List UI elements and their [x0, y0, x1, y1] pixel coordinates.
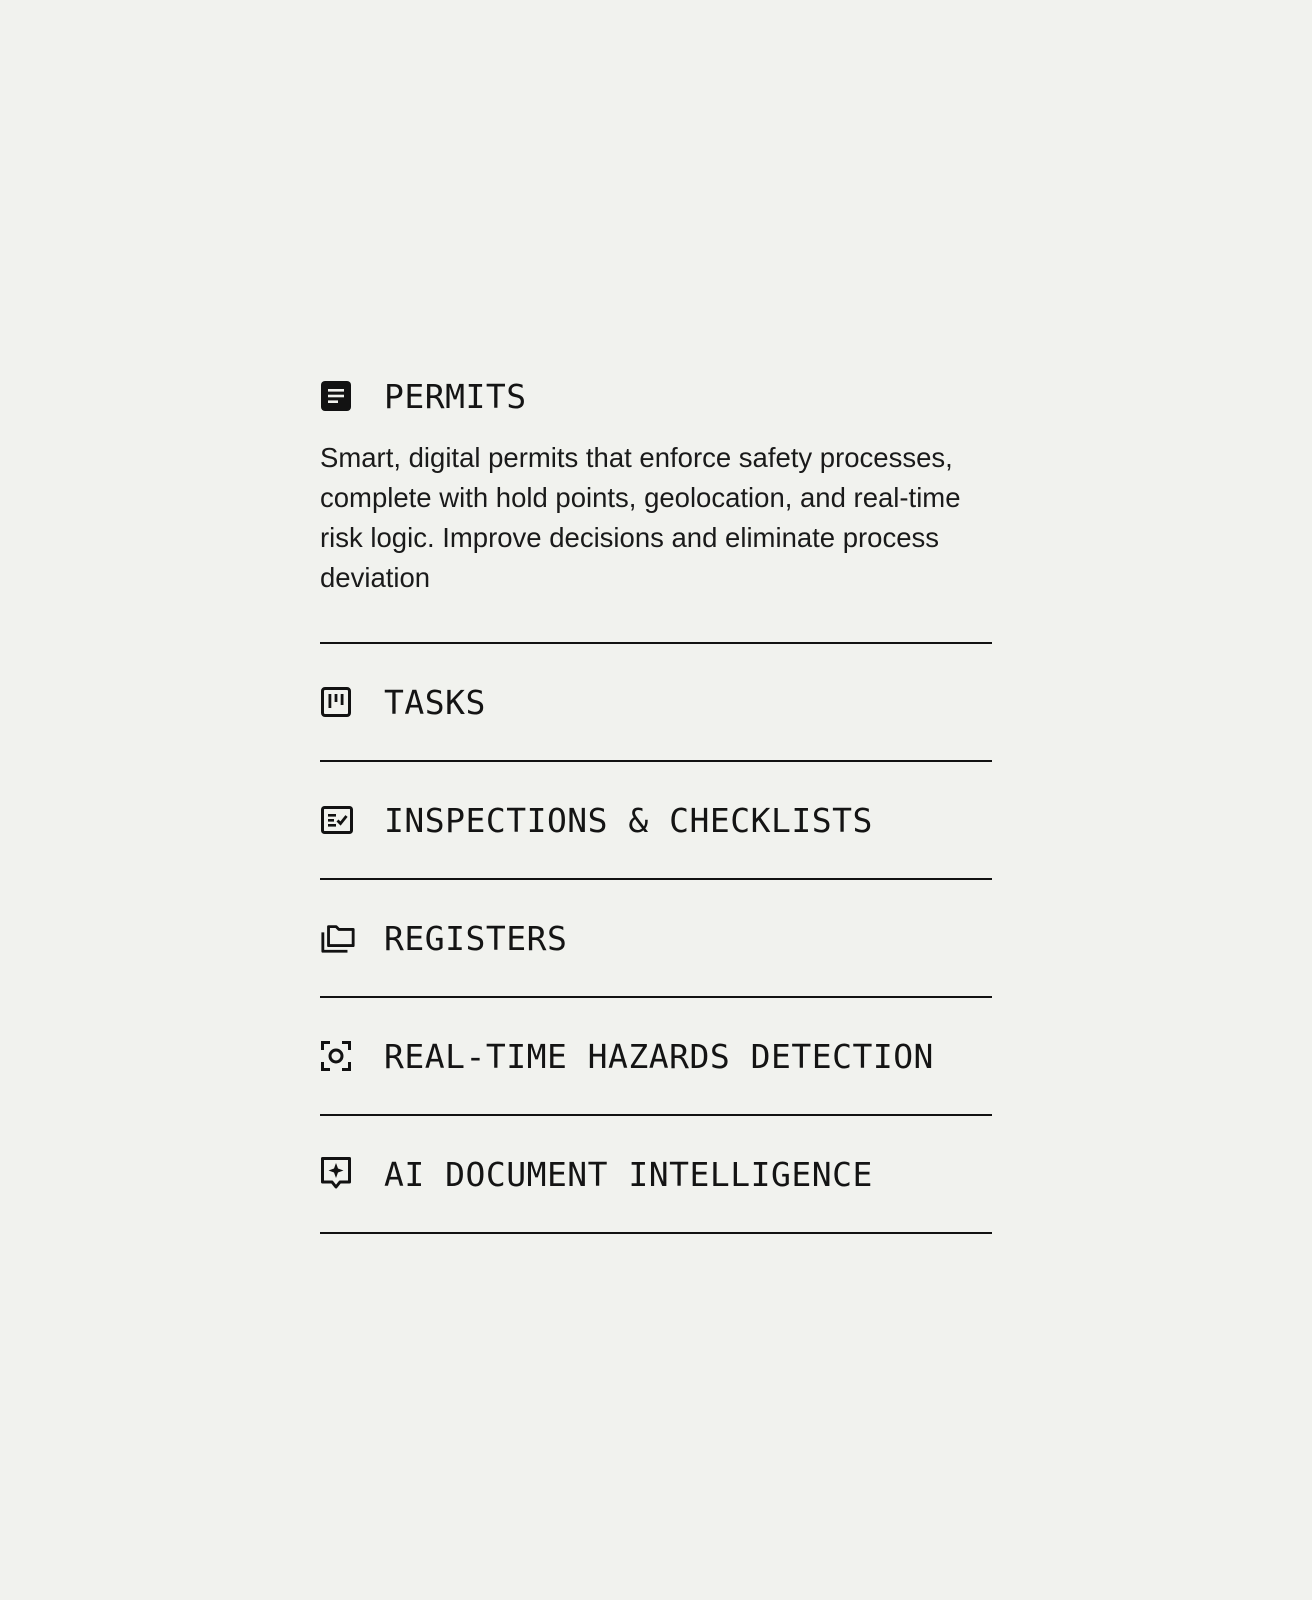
accordion-header-ai-document[interactable]: [320, 1116, 992, 1232]
accordion-title: AI DOCUMENT INTELLIGENCE: [384, 1154, 873, 1194]
feature-accordion: [320, 360, 992, 1234]
accordion-title: PERMITS: [384, 376, 527, 416]
accordion-title: TASKS: [384, 682, 486, 722]
scan-focus-icon: [320, 1038, 356, 1074]
accordion-item-tasks: [320, 644, 992, 762]
accordion-item-hazards: [320, 998, 992, 1116]
accordion-item-ai-document: [320, 1116, 992, 1234]
accordion-header-tasks[interactable]: [320, 644, 992, 760]
accordion-header-hazards[interactable]: [320, 998, 992, 1114]
kanban-board-icon: [320, 684, 356, 720]
accordion-description: Smart, digital permits that enforce safety processes, complete with hold points, geolocation, and real-time risk logic. Improve decisions and eliminate process deviation: [320, 442, 961, 593]
accordion-item-inspections: [320, 762, 992, 880]
accordion-title: REAL-TIME HAZARDS DETECTION: [384, 1036, 934, 1076]
folders-icon: [320, 920, 356, 956]
accordion-title: REGISTERS: [384, 918, 568, 958]
accordion-header-inspections[interactable]: [320, 762, 992, 878]
accordion-item-permits: [320, 360, 992, 644]
accordion-item-registers: [320, 880, 992, 998]
accordion-header-permits[interactable]: [320, 360, 992, 432]
document-icon: [320, 378, 356, 414]
ai-sparkle-icon: [320, 1156, 356, 1192]
checklist-icon: [320, 802, 356, 838]
accordion-header-registers[interactable]: [320, 880, 992, 996]
accordion-title: INSPECTIONS & CHECKLISTS: [384, 800, 873, 840]
